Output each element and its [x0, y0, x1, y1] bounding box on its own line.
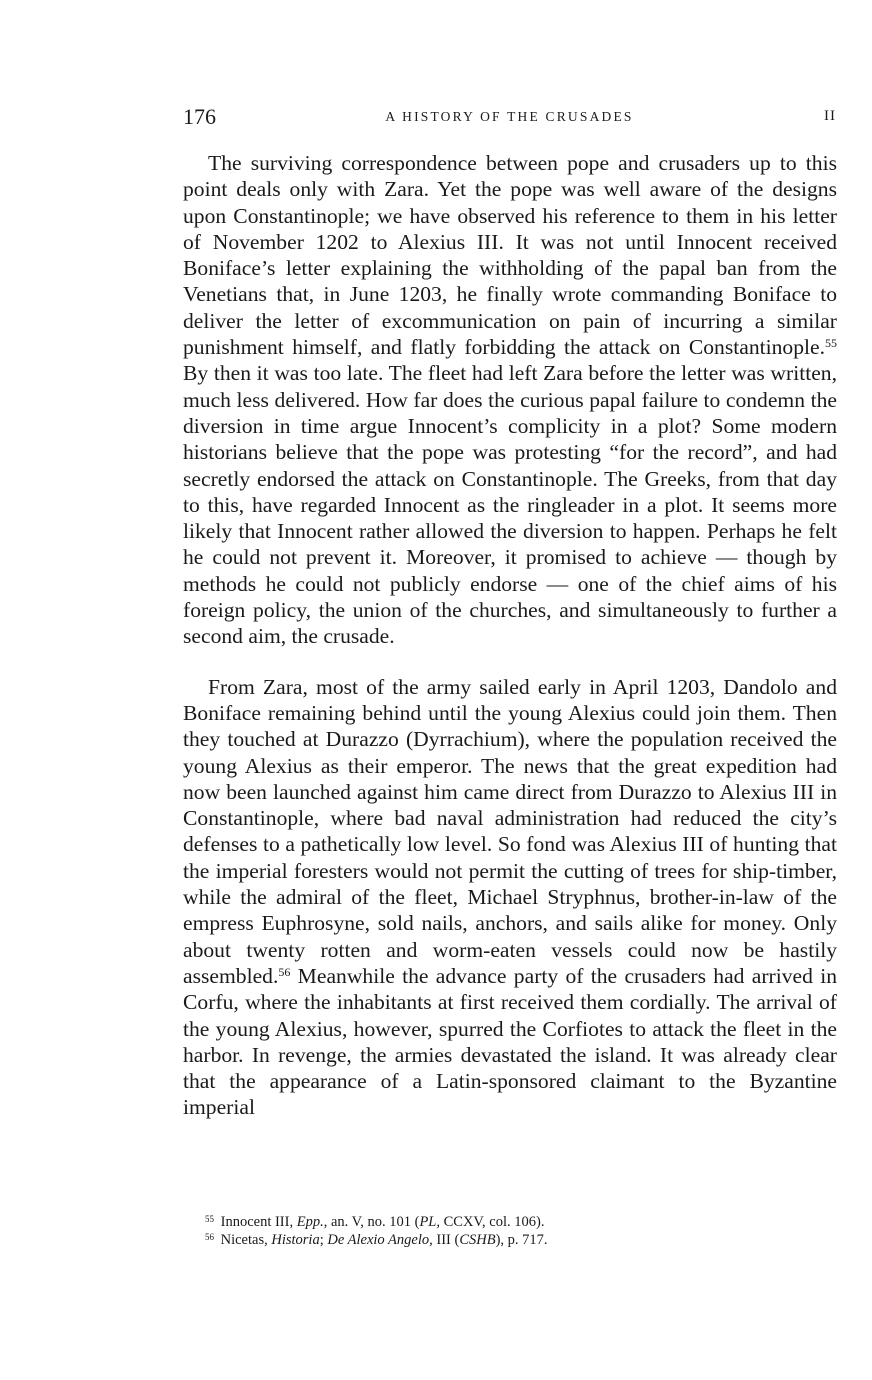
italic-text: De Alexio Angelo, [327, 1232, 433, 1248]
paragraph [183, 674, 837, 1121]
footnote-ref: 56 [278, 964, 291, 979]
footnote [205, 1213, 837, 1231]
text-run: CCXV, col. 106). [439, 1214, 545, 1230]
text-run: The surviving correspondence between pope and crusaders up to this point deals only with Zara. Yet the pope was well aware of the designs upon Constantinople; we have observed his reference to them in his letter of November 1202 to Alexius III. It was not until Innocent received Boniface’s letter explaining the withholding of the papal ban from the Venetians that, in June 1203, he finally wrote commanding Boniface to deliver the letter of excommunication on pain of incurring a similar punishment himself, and flatly forbidding the attack on Constantinople. [183, 151, 837, 360]
text-run: By then it was too late. The fleet had left Zara before the letter was written, much less delivered. How far does the curious papal failure to condemn the diversion in time argue Innocent’s complicity in a plot? Some modern historians believe that the pope was protesting “for the record”, and had secretly endorsed the attack on Constantinople. The Greeks, from that day to this, have regarded Innocent as the ringleader in a plot. It seems more likely that Innocent rather allowed the diversion to happen. Perhaps he felt he could not prevent it. Moreover, it promised to achieve — though by methods he could not publicly endorse — one of the chief aims of his foreign policy, the union of the churches, and simultaneously to further a second aim, the crusade. [183, 361, 837, 649]
page-number: 176 [183, 104, 216, 129]
italic-text: Epp. [296, 1214, 324, 1230]
italic-text: PL, [419, 1214, 440, 1230]
paragraph [183, 150, 837, 650]
text-run: Meanwhile the advance party of the crusaders had arrived in Corfu, where the inhabitants at first received them cordially. The arrival of the young Alexius, however, spurred the Corfiotes to attack the fleet in the harbor. In revenge, the armies devastated the island. It was already clear that the appearance of a Latin-sponsored claimant to the Byzantine imperial [183, 963, 837, 1120]
text-run: Nicetas, [217, 1232, 272, 1248]
running-title: A HISTORY OF THE CRUSADES [385, 109, 634, 124]
text-run: III ( [432, 1232, 460, 1248]
italic-text: Historia [271, 1232, 320, 1248]
text-run: From Zara, most of the army sailed early in April 1203, Dandolo and Boniface remaining behind until the young Alexius could join them. Then they touched at Durazzo (Dyrrachium), where the population received the young Alexius as their emperor. The news that the great expedition had now been launched against him came direct from Durazzo to Alexius III in Constantinople, where bad naval administration had reduced the city’s defenses to a pathetically low level. So fond was Alexius III of hunting that the imperial foresters would not permit the cutting of trees for ship-timber, while the admiral of the fleet, Michael Stryphnus, brother-in-law of the empress Euphrosyne, sold nails, anchors, and sails alike for money. Only about twenty rotten and worm-eaten vessels could now be hastily assembled. [183, 674, 837, 988]
text-run: Innocent III, [217, 1214, 297, 1230]
italic-text: CSHB [459, 1232, 496, 1248]
text-run: , an. V, no. 101 ( [323, 1214, 420, 1230]
chapter-number: II [824, 108, 836, 124]
footnote-ref: 55 [205, 1214, 214, 1224]
footnote [205, 1231, 837, 1249]
running-head [183, 104, 836, 130]
body-text [183, 150, 837, 1121]
text-run: ; [319, 1232, 328, 1248]
footnote-ref: 55 [825, 336, 837, 351]
footnote-ref: 56 [205, 1232, 214, 1242]
footnotes [205, 1213, 837, 1249]
text-run: ), p. 717. [495, 1232, 548, 1248]
